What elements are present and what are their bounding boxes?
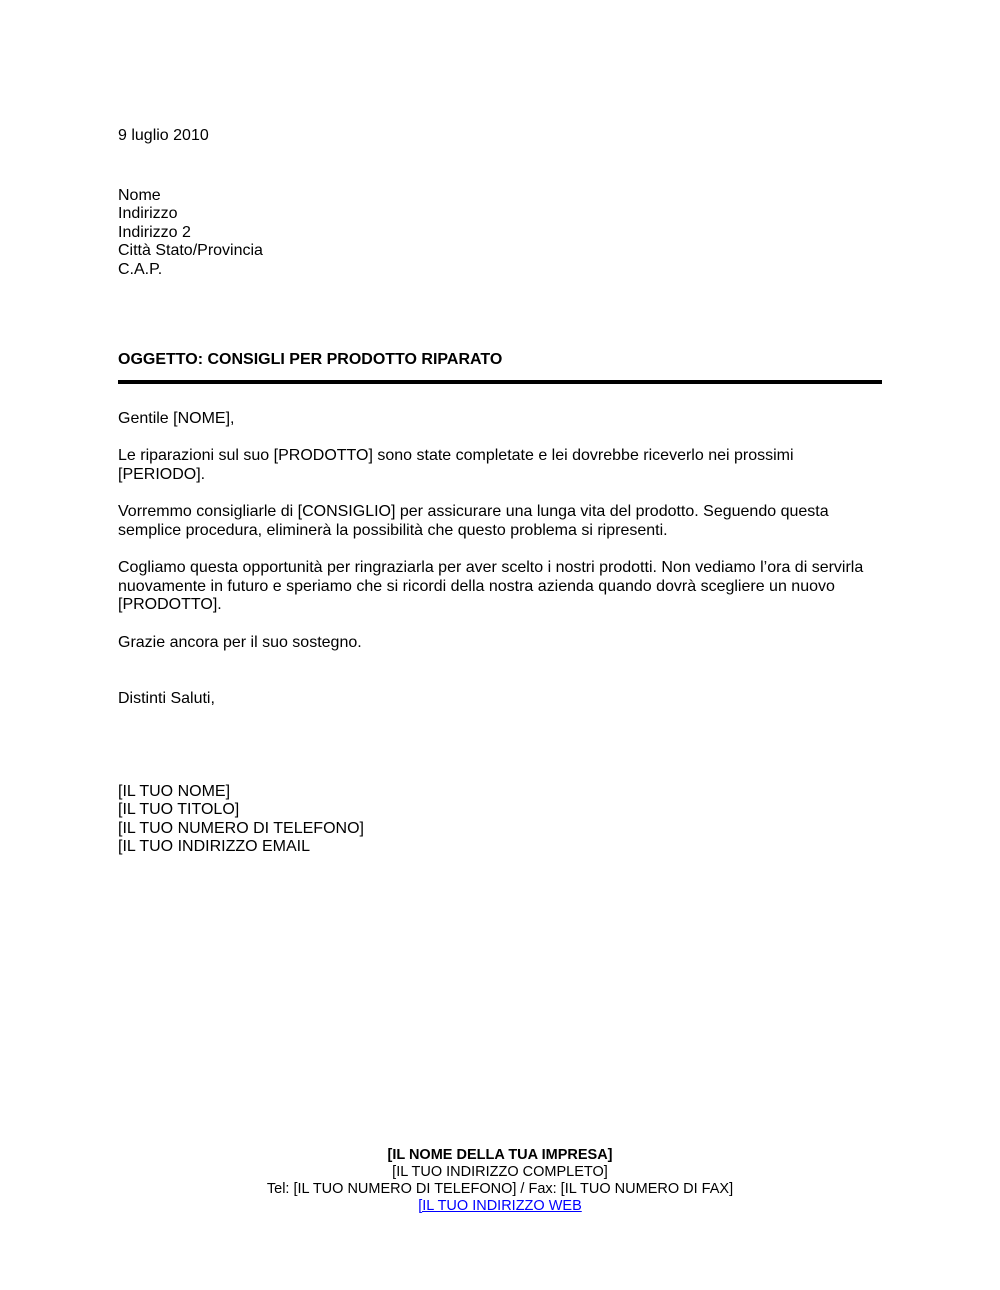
body-paragraph-4: Grazie ancora per il suo sostegno. (118, 633, 362, 651)
signature-email-line: [IL TUO INDIRIZZO EMAIL (118, 838, 311, 855)
footer-address: [IL TUO INDIRIZZO COMPLETO] (392, 1164, 608, 1180)
recipient-address2-line: Indirizzo 2 (118, 223, 191, 241)
signature-title-line: [IL TUO TITOLO] (118, 801, 240, 818)
footer-company-name: [IL NOME DELLA TUA IMPRESA] (387, 1147, 613, 1163)
signature-block (118, 783, 882, 857)
salutation: Gentile [NOME], (118, 409, 235, 427)
recipient-zip-line: C.A.P. (118, 260, 163, 278)
letter-footer (0, 1147, 1000, 1215)
recipient-name-line: Nome (118, 186, 161, 204)
letter-body-area (118, 0, 882, 857)
recipient-block (118, 187, 882, 280)
subject-line: OGGETTO: CONSIGLI PER PRODOTTO RIPARATO (118, 351, 503, 368)
signature-name-line: [IL TUO NOME] (118, 782, 231, 800)
signature-phone-line: [IL TUO NUMERO DI TELEFONO] (118, 819, 364, 837)
letter-date: 9 luglio 2010 (118, 127, 209, 144)
footer-tel-fax: Tel: [IL TUO NUMERO DI TELEFONO] / Fax: [IL TUO NUMERO DI FAX] (266, 1181, 734, 1197)
body-paragraph-2: Vorremmo consigliarle di [CONSIGLIO] per assicurare una lunga vita del prodotto. Seguendo questa semplice procedura, eliminerà la possibilità che questo problema si ripresenti. (118, 503, 829, 539)
subject-divider-rule (118, 380, 882, 384)
recipient-city-line: Città Stato/Provincia (118, 242, 263, 259)
closing-salutation: Distinti Saluti, (118, 690, 215, 707)
recipient-address-line: Indirizzo (118, 205, 178, 222)
body-paragraph-3: Cogliamo questa opportunità per ringraziarla per aver scelto i nostri prodotti. Non vediamo l’ora di servirla nuovamente in futuro e speriamo che si ricordi della nostra azienda quando dovrà scegliere un nuovo [PRODOTTO]. (118, 559, 864, 613)
body-paragraph-1: Le riparazioni sul suo [PRODOTTO] sono state completate e lei dovrebbe riceverlo nei prossimi [PERIODO]. (118, 447, 794, 483)
footer-website-link[interactable]: [IL TUO INDIRIZZO WEB (418, 1198, 582, 1214)
